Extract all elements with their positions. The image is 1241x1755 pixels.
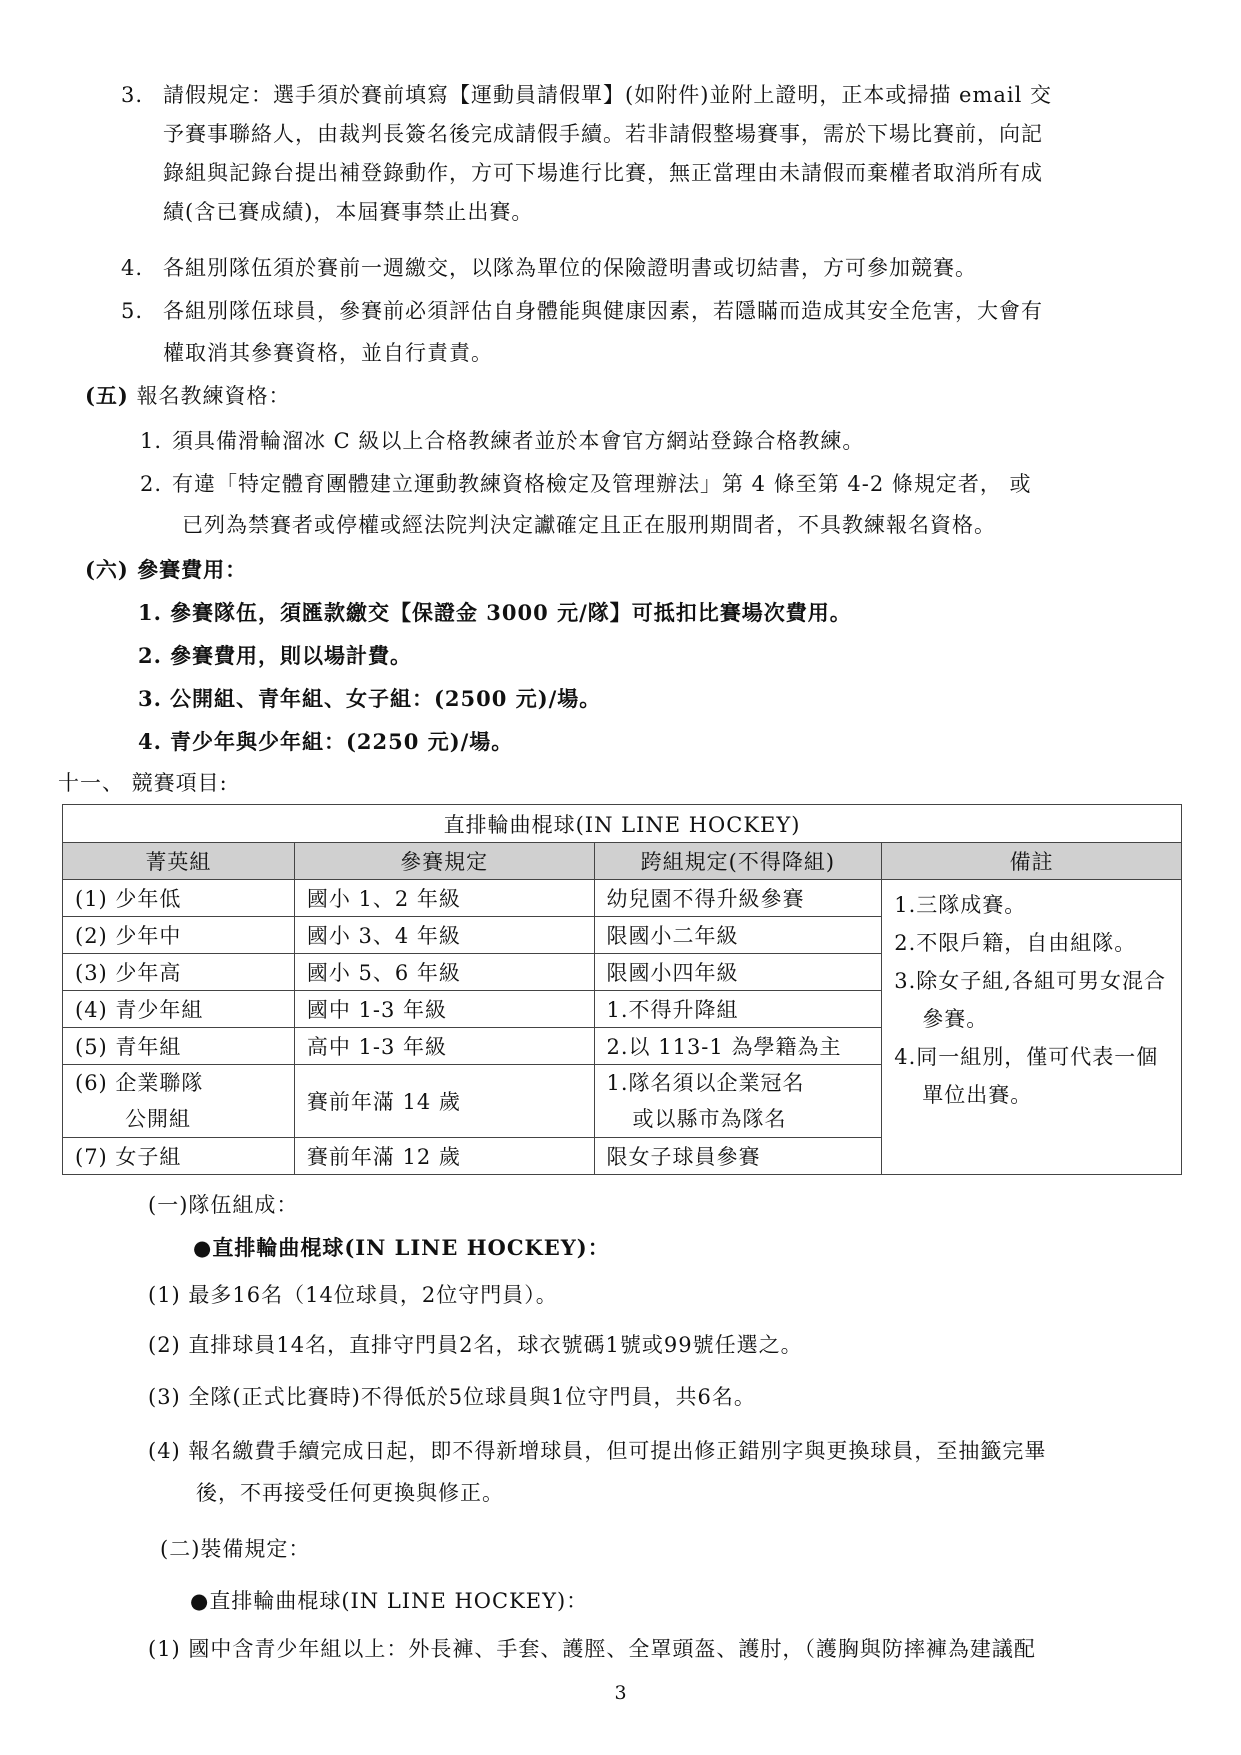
group-cell: (4) 青少年組 [63, 991, 295, 1028]
table-title-row [63, 805, 1182, 843]
fee-item-2-text: 參賽費用，則以場計費。 [170, 643, 412, 668]
group-cell: (7) 女子組 [63, 1138, 295, 1175]
fee-item-2 [138, 641, 412, 671]
header-rule: 參賽規定 [294, 843, 594, 880]
fee-item-3 [138, 684, 601, 714]
rule-cell: 高中 1-3 年級 [294, 1028, 594, 1065]
fee-item-3-number: 3. [138, 686, 162, 711]
fees-heading: (六) 參賽費用： [85, 557, 248, 582]
equipment-item-1: (1) 國中含青少年組以上：外長褲、手套、護脛、全罩頭盔、護肘，（護胸與防摔褲為建議配 [148, 1637, 1036, 1661]
table-row [63, 880, 1182, 917]
fee-item-4 [138, 727, 513, 757]
rule-3-line-1: 請假規定：選手須於賽前填寫【運動員請假單】(如附件)並附上證明，正本或掃描 email 交 [163, 83, 1053, 107]
equipment-heading: (二)裝備規定： [160, 1537, 311, 1561]
cross-cell: 幼兒園不得升級參賽 [594, 880, 882, 917]
group-cell: (5) 青年組 [63, 1028, 295, 1065]
rule-3-line-4: 績(含已賽成績)，本屆賽事禁止出賽。 [163, 200, 534, 224]
team-item-3: (3) 全隊(正式比賽時)不得低於5位球員與1位守門員，共6名。 [148, 1385, 756, 1409]
cross-cell: 1.不得升降組 [594, 991, 882, 1028]
group-cell: (3) 少年高 [63, 954, 295, 991]
group-line-1: (6) 企業聯隊 [75, 1071, 204, 1095]
team-item-2: (2) 直排球員14名，直排守門員2名，球衣號碼1號或99號任選之。 [148, 1333, 803, 1357]
rule-cell: 國小 3、4 年級 [294, 917, 594, 954]
rule-cell: 賽前年滿 14 歲 [294, 1065, 594, 1138]
rule-4-number: 4. [121, 256, 144, 280]
note-3: 3.除女子組,各組可男女混合參賽。 [894, 969, 1166, 1031]
note-4: 4.同一組別，僅可代表一個單位出賽。 [894, 1045, 1159, 1107]
coach-item-1-number: 1. [140, 429, 163, 453]
team-subheading: ●直排輪曲棍球(IN LINE HOCKEY)： [193, 1235, 610, 1260]
table-header-row [63, 843, 1182, 880]
competition-table [62, 804, 1182, 1175]
team-heading: (一)隊伍組成： [148, 1193, 299, 1217]
note-2: 2.不限戶籍，自由組隊。 [894, 931, 1137, 955]
note-1: 1.三隊成賽。 [894, 893, 1027, 917]
rule-3-number: 3. [121, 83, 144, 107]
rule-3-line-2: 予賽事聯絡人，由裁判長簽名後完成請假手續。若非請假整場賽事，需於下場比賽前，向記 [163, 122, 1043, 146]
table-title: 直排輪曲棍球(IN LINE HOCKEY) [63, 805, 1182, 843]
rule-5-line-2: 權取消其參賽資格，並自行責責。 [163, 341, 493, 365]
header-cross: 跨組規定(不得降組) [594, 843, 882, 880]
rule-4-text: 各組別隊伍須於賽前一週繳交，以隊為單位的保險證明書或切結書，方可參加競賽。 [163, 256, 977, 280]
rule-3-line-3: 錄組與記錄台提出補登錄動作，方可下場進行比賽，無正當理由未請假而棄權者取消所有成 [163, 161, 1043, 185]
rule-5-line-1: 各組別隊伍球員，參賽前必須評估自身體能與健康因素，若隱瞞而造成其安全危害，大會有 [163, 299, 1043, 323]
coach-item-1-text: 須具備滑輪溜冰 C 級以上合格教練者並於本會官方網站登錄合格教練。 [172, 429, 865, 453]
fee-item-2-number: 2. [138, 643, 162, 668]
fee-item-1 [138, 598, 852, 628]
coach-item-2-line-2: 已列為禁賽者或停權或經法院判決定讞確定且正在服刑期間者，不具教練報名資格。 [182, 513, 996, 537]
fee-item-1-text: 參賽隊伍，須匯款繳交【保證金 3000 元/隊】可抵扣比賽場次費用。 [170, 600, 852, 625]
group-cell: (2) 少年中 [63, 917, 295, 954]
header-notes: 備註 [882, 843, 1182, 880]
coach-heading [85, 381, 291, 411]
cross-line-2: 或以縣市為隊名 [632, 1107, 787, 1131]
fee-item-1-number: 1. [138, 600, 162, 625]
page-number: 3 [614, 1682, 627, 1704]
cross-cell: 限國小四年級 [594, 954, 882, 991]
fee-item-4-number: 4. [138, 729, 162, 754]
coach-heading-mark: (五) [85, 383, 129, 408]
cross-cell [594, 1065, 882, 1138]
team-item-4: (4) 報名繳費手續完成日起，即不得新增球員，但可提出修正錯別字與更換球員，至抽籤完畢 [148, 1439, 1047, 1463]
fee-item-3-text: 公開組、青年組、女子組：(2500 元)/場。 [170, 686, 602, 711]
cross-line-1: 1.隊名須以企業冠名 [606, 1071, 805, 1095]
coach-heading-text: 報名教練資格： [136, 384, 291, 408]
notes-cell [882, 880, 1182, 1175]
cross-cell: 限女子球員參賽 [594, 1138, 882, 1175]
equipment-subheading: ●直排輪曲棍球(IN LINE HOCKEY)： [190, 1589, 589, 1613]
rule-cell: 國中 1-3 年級 [294, 991, 594, 1028]
group-cell: (1) 少年低 [63, 880, 295, 917]
cross-cell: 限國小二年級 [594, 917, 882, 954]
team-item-4-cont: 後，不再接受任何更換與修正。 [196, 1481, 504, 1505]
section-11-heading: 十一、 競賽項目: [58, 771, 228, 795]
group-line-2: 公開組 [125, 1107, 191, 1131]
coach-item-1 [140, 426, 864, 456]
fee-item-4-text: 青少年與少年組：(2250 元)/場。 [170, 729, 514, 754]
coach-item-2-line-1: 有違「特定體育團體建立運動教練資格檢定及管理辦法」第 4 條至第 4-2 條規定者， 或 [172, 472, 1032, 496]
coach-item-2 [140, 469, 1032, 499]
rule-cell: 國小 5、6 年級 [294, 954, 594, 991]
cross-cell: 2.以 113-1 為學籍為主 [594, 1028, 882, 1065]
team-item-1: (1) 最多16名（14位球員，2位守門員）。 [148, 1283, 558, 1307]
header-group: 菁英組 [63, 843, 295, 880]
group-cell [63, 1065, 295, 1138]
rule-cell: 國小 1、2 年級 [294, 880, 594, 917]
rule-cell: 賽前年滿 12 歲 [294, 1138, 594, 1175]
rule-5-number: 5. [121, 299, 144, 323]
coach-item-2-number: 2. [140, 472, 163, 496]
